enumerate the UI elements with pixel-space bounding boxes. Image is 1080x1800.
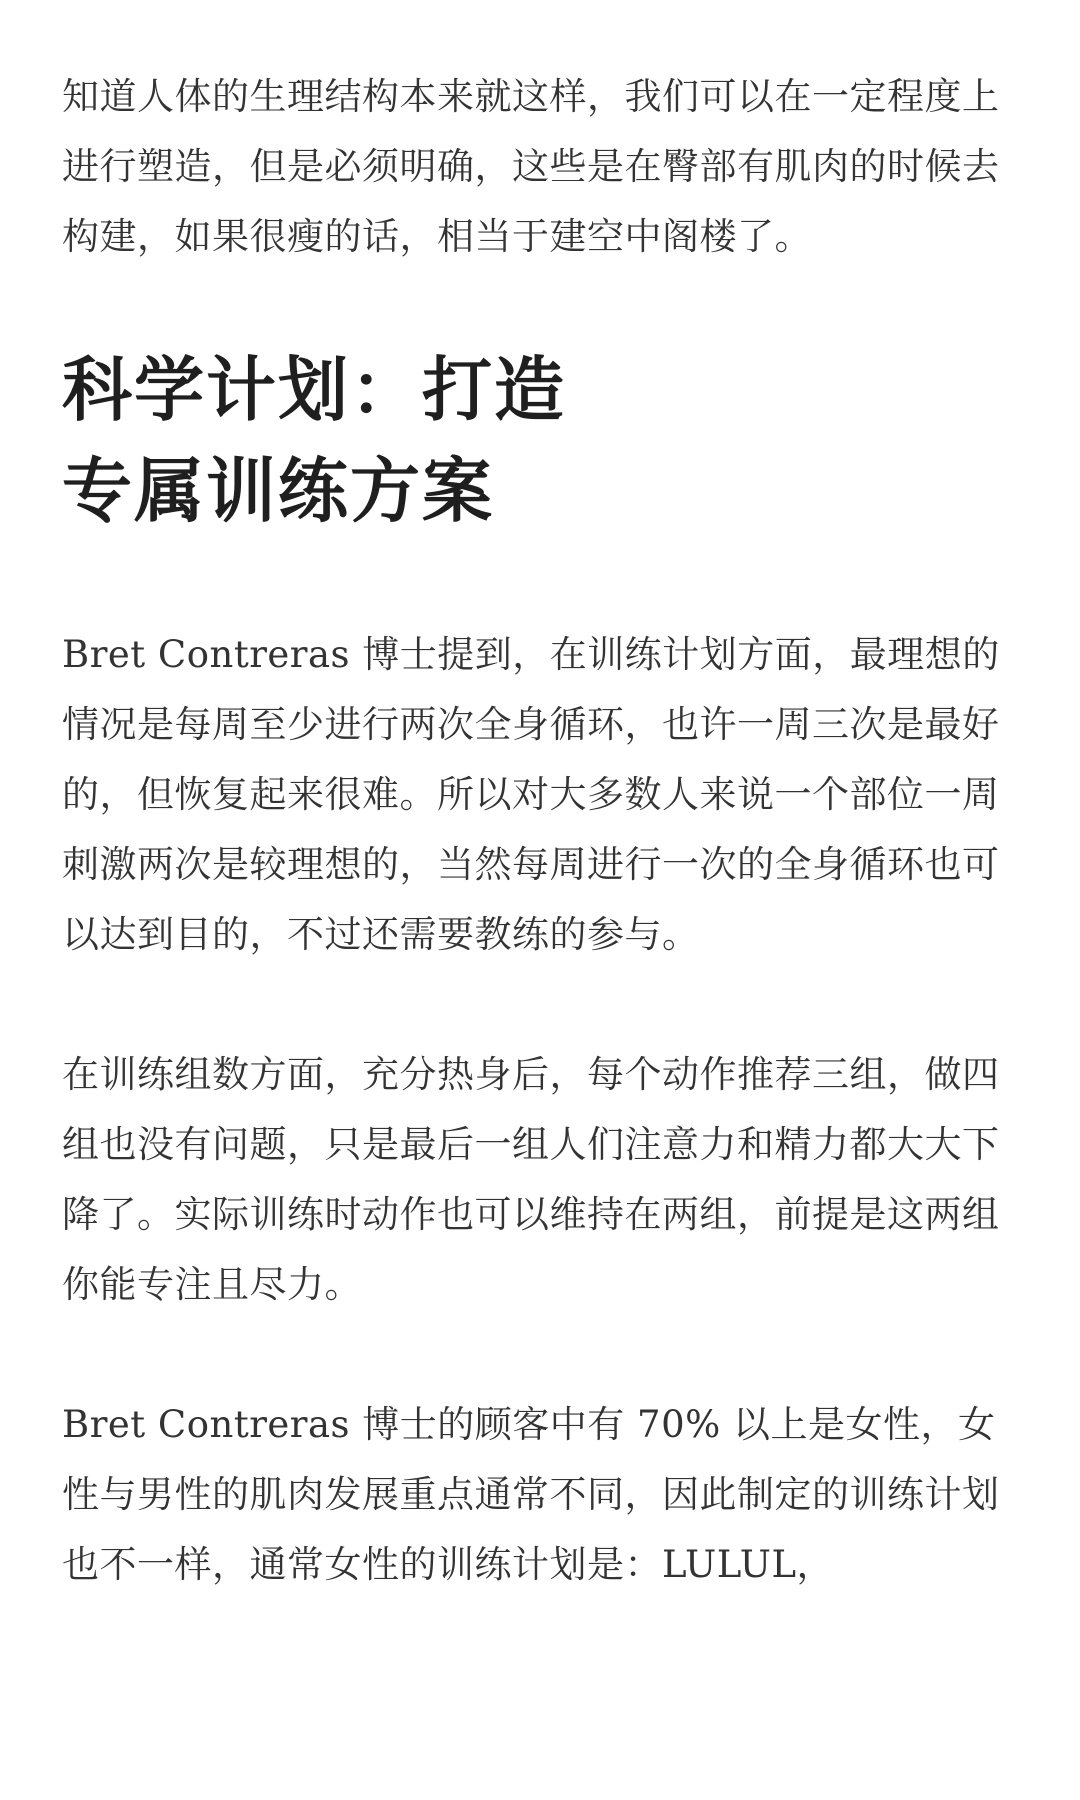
- paragraph-training-sets: 在训练组数方面，充分热身后，每个动作推荐三组，做四组也没有问题，只是最后一组人们注意力和精力都大大下降了。实际训练时动作也可以维持在两组，前提是这两组你能专注且尽力。: [62, 1053, 1000, 1306]
- paragraph-female-clients: Bret Contreras 博士的顾客中有 70% 以上是女性，女性与男性的肌肉发展重点通常不同，因此制定的训练计划也不一样，通常女性的训练计划是：LULUL，: [62, 1403, 1000, 1586]
- section-heading: [62, 340, 1032, 542]
- paragraph-training-plan: Bret Contreras 博士提到，在训练计划方面，最理想的情况是每周至少进行两次全身循环，也许一周三次是最好的，但恢复起来很难。所以对大多数人来说一个部位一周刺激两次是较理想的，当然每周进行一次的全身循环也可以达到目的，不过还需要教练的参与。: [62, 633, 1000, 956]
- article-body: [62, 62, 1032, 1600]
- paragraph-intro: 知道人体的生理结构本来就这样，我们可以在一定程度上进行塑造，但是必须明确，这些是在臀部有肌肉的时候去构建，如果很瘦的话，相当于建空中阁楼了。: [62, 75, 1000, 258]
- heading-line-1: 科学计划：打造: [62, 349, 566, 431]
- heading-line-2: 专属训练方案: [62, 450, 494, 532]
